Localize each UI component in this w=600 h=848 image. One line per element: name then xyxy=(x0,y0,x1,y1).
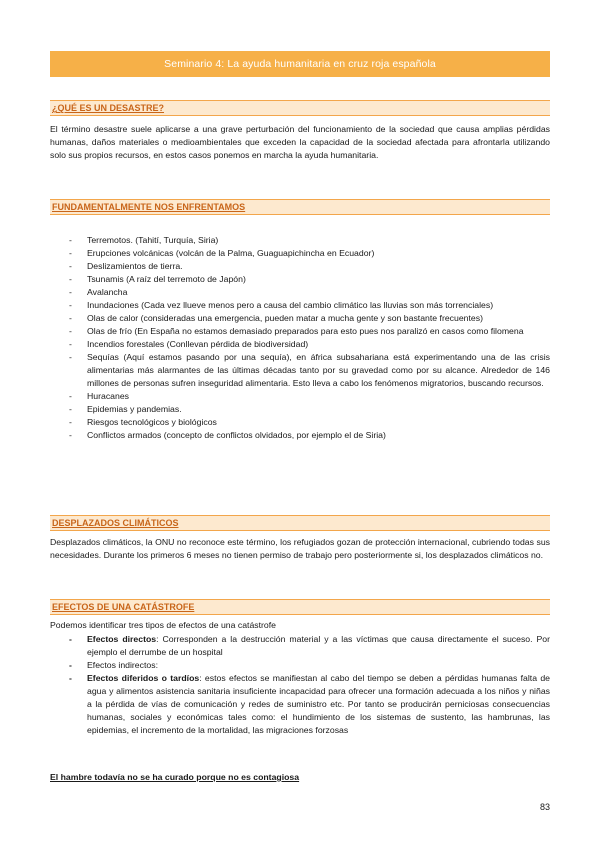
list-dash: - xyxy=(69,339,72,349)
list-dash: - xyxy=(69,352,72,362)
section-heading-text: DESPLAZADOS CLIMÁTICOS xyxy=(52,518,179,528)
list-item-text: Olas de calor (consideradas una emergencia, pueden matar a mucha gente y son bastante frecuentes) xyxy=(87,313,483,323)
list-dash: - xyxy=(69,287,72,297)
list-item xyxy=(50,234,550,247)
paragraph-desastre: El término desastre suele aplicarse a una grave perturbación del funcionamiento de la sociedad que causa amplias pérdidas humanas, daños materiales o medioambientales que exceden la capacidad de la sociedad afectada para afrontarla utilizando solo sus propios recursos, en estos casos ponemos en marcha la ayuda humanitaria. xyxy=(50,124,550,160)
list-item xyxy=(50,633,550,659)
list-item xyxy=(50,312,550,325)
list-dash: - xyxy=(69,274,72,284)
list-item xyxy=(50,325,550,338)
section-heading-desastre xyxy=(50,100,550,116)
list-item-text: Tsunamis (A raíz del terremoto de Japón) xyxy=(87,274,246,284)
list-item xyxy=(50,403,550,416)
list-dash: - xyxy=(69,326,72,336)
list-item-text: Erupciones volcánicas (volcán de la Palma, Guaguapichincha en Ecuador) xyxy=(87,248,375,258)
section-heading-efectos xyxy=(50,599,550,615)
list-item xyxy=(50,351,550,390)
list-item-text: Conflictos armados (concepto de conflictos olvidados, por ejemplo el de Siria) xyxy=(87,430,386,440)
list-item xyxy=(50,429,550,442)
list-item xyxy=(50,659,550,672)
list-dash: - xyxy=(69,300,72,310)
list-enfrentamos xyxy=(50,234,550,442)
list-item-text: Riesgos tecnológicos y biológicos xyxy=(87,417,217,427)
list-dash: - xyxy=(69,391,72,401)
list-item xyxy=(50,247,550,260)
list-item xyxy=(50,299,550,312)
effect-description: Efectos indirectos: xyxy=(87,660,158,670)
effect-description: estos efectos se manifiestan al cabo del tiempo se deben a pérdidas humanas falta de agua y alimentos asistencia sanitaria insuficiente incapacidad para ofrecer una formación adecuada a los niños y niñas a la pérdida de vías de comunicación y redes de suministro etc. Por tanto se producirán perniciosas consecuencias humanas, sociales y económicas tales como: el hundimiento de los sistemas de sustento, las hambrunas, las epidemias, el incremento de la mortalidad, las migraciones forzosas xyxy=(87,673,550,735)
list-item xyxy=(50,416,550,429)
paragraph-efectos-intro: Podemos identificar tres tipos de efectos de una catástrofe xyxy=(50,620,277,630)
list-item-text: Epidemias y pandemias. xyxy=(87,404,182,414)
list-item-text: Inundaciones (Cada vez llueve menos pero a causa del cambio climático las lluvias son más torrenciales) xyxy=(87,300,494,310)
list-dash: - xyxy=(69,634,72,644)
effect-description: Corresponden a la destrucción material y a las víctimas que causa directamente el suceso. Por ejemplo el derrumbe de un hospital xyxy=(87,634,551,657)
list-item xyxy=(50,286,550,299)
section-heading-text: ¿QUÉ ES UN DESASTRE? xyxy=(52,103,165,113)
list-item-text: Olas de frío (En España no estamos demasiado preparados para esto pues nos paralizó en casos como filomena xyxy=(87,326,524,336)
effect-term: Efectos diferidos o tardíos xyxy=(87,673,200,683)
list-dash: - xyxy=(69,673,72,683)
list-item xyxy=(50,672,550,737)
list-item-text: Incendios forestales (Conllevan pérdida de biodiversidad) xyxy=(87,339,309,349)
effect-term: Efectos directos xyxy=(87,634,157,644)
list-dash: - xyxy=(69,235,72,245)
paragraph-desplazados: Desplazados climáticos, la ONU no reconoce este término, los refugiados gozan de protección internacional, cubriendo todas sus necesidades. Durante los primeros 6 meses no tienen permiso de trabajo pero posteriormente si, los desplazados climáticos no. xyxy=(50,537,550,560)
effect-term-separator: : xyxy=(156,634,159,644)
section-heading-text: FUNDAMENTALMENTE NOS ENFRENTAMOS xyxy=(52,202,246,212)
list-dash: - xyxy=(69,248,72,258)
list-item-text: Avalancha xyxy=(87,287,128,297)
effect-term-separator: : xyxy=(199,673,202,683)
list-dash: - xyxy=(69,313,72,323)
list-item xyxy=(50,273,550,286)
list-dash: - xyxy=(69,417,72,427)
closing-note: El hambre todavía no se ha curado porque no es contagiosa xyxy=(50,772,300,782)
list-item xyxy=(50,390,550,403)
list-dash: - xyxy=(69,404,72,414)
section-heading-desplazados xyxy=(50,515,550,531)
list-efectos xyxy=(50,633,550,737)
list-item-text: Sequías (Aquí estamos pasando por una sequía), en áfrica subsahariana está experimentando una de las crisis alimentarias más alarmantes de las últimas décadas tanto por su gravedad como por su alcance. Alrededor de 146 millones de personas sufren inseguridad alimentaria. Esto lleva a cabo los fenómenos migratorios, buscando recursos. xyxy=(87,352,550,388)
list-item xyxy=(50,260,550,273)
section-heading-enfrentamos xyxy=(50,199,550,215)
page-number: 83 xyxy=(539,802,550,812)
list-item xyxy=(50,338,550,351)
list-dash: - xyxy=(69,261,72,271)
list-item-text: Huracanes xyxy=(87,391,130,401)
section-heading-text: EFECTOS DE UNA CATÁSTROFE xyxy=(52,602,195,612)
list-item-text: Deslizamientos de tierra. xyxy=(87,261,183,271)
seminar-title-banner: Seminario 4: La ayuda humanitaria en cruz roja española xyxy=(50,51,550,77)
list-item-text: Terremotos. (Tahití, Turquía, Siria) xyxy=(87,235,219,245)
list-dash: - xyxy=(69,430,72,440)
list-dash: - xyxy=(69,660,72,670)
